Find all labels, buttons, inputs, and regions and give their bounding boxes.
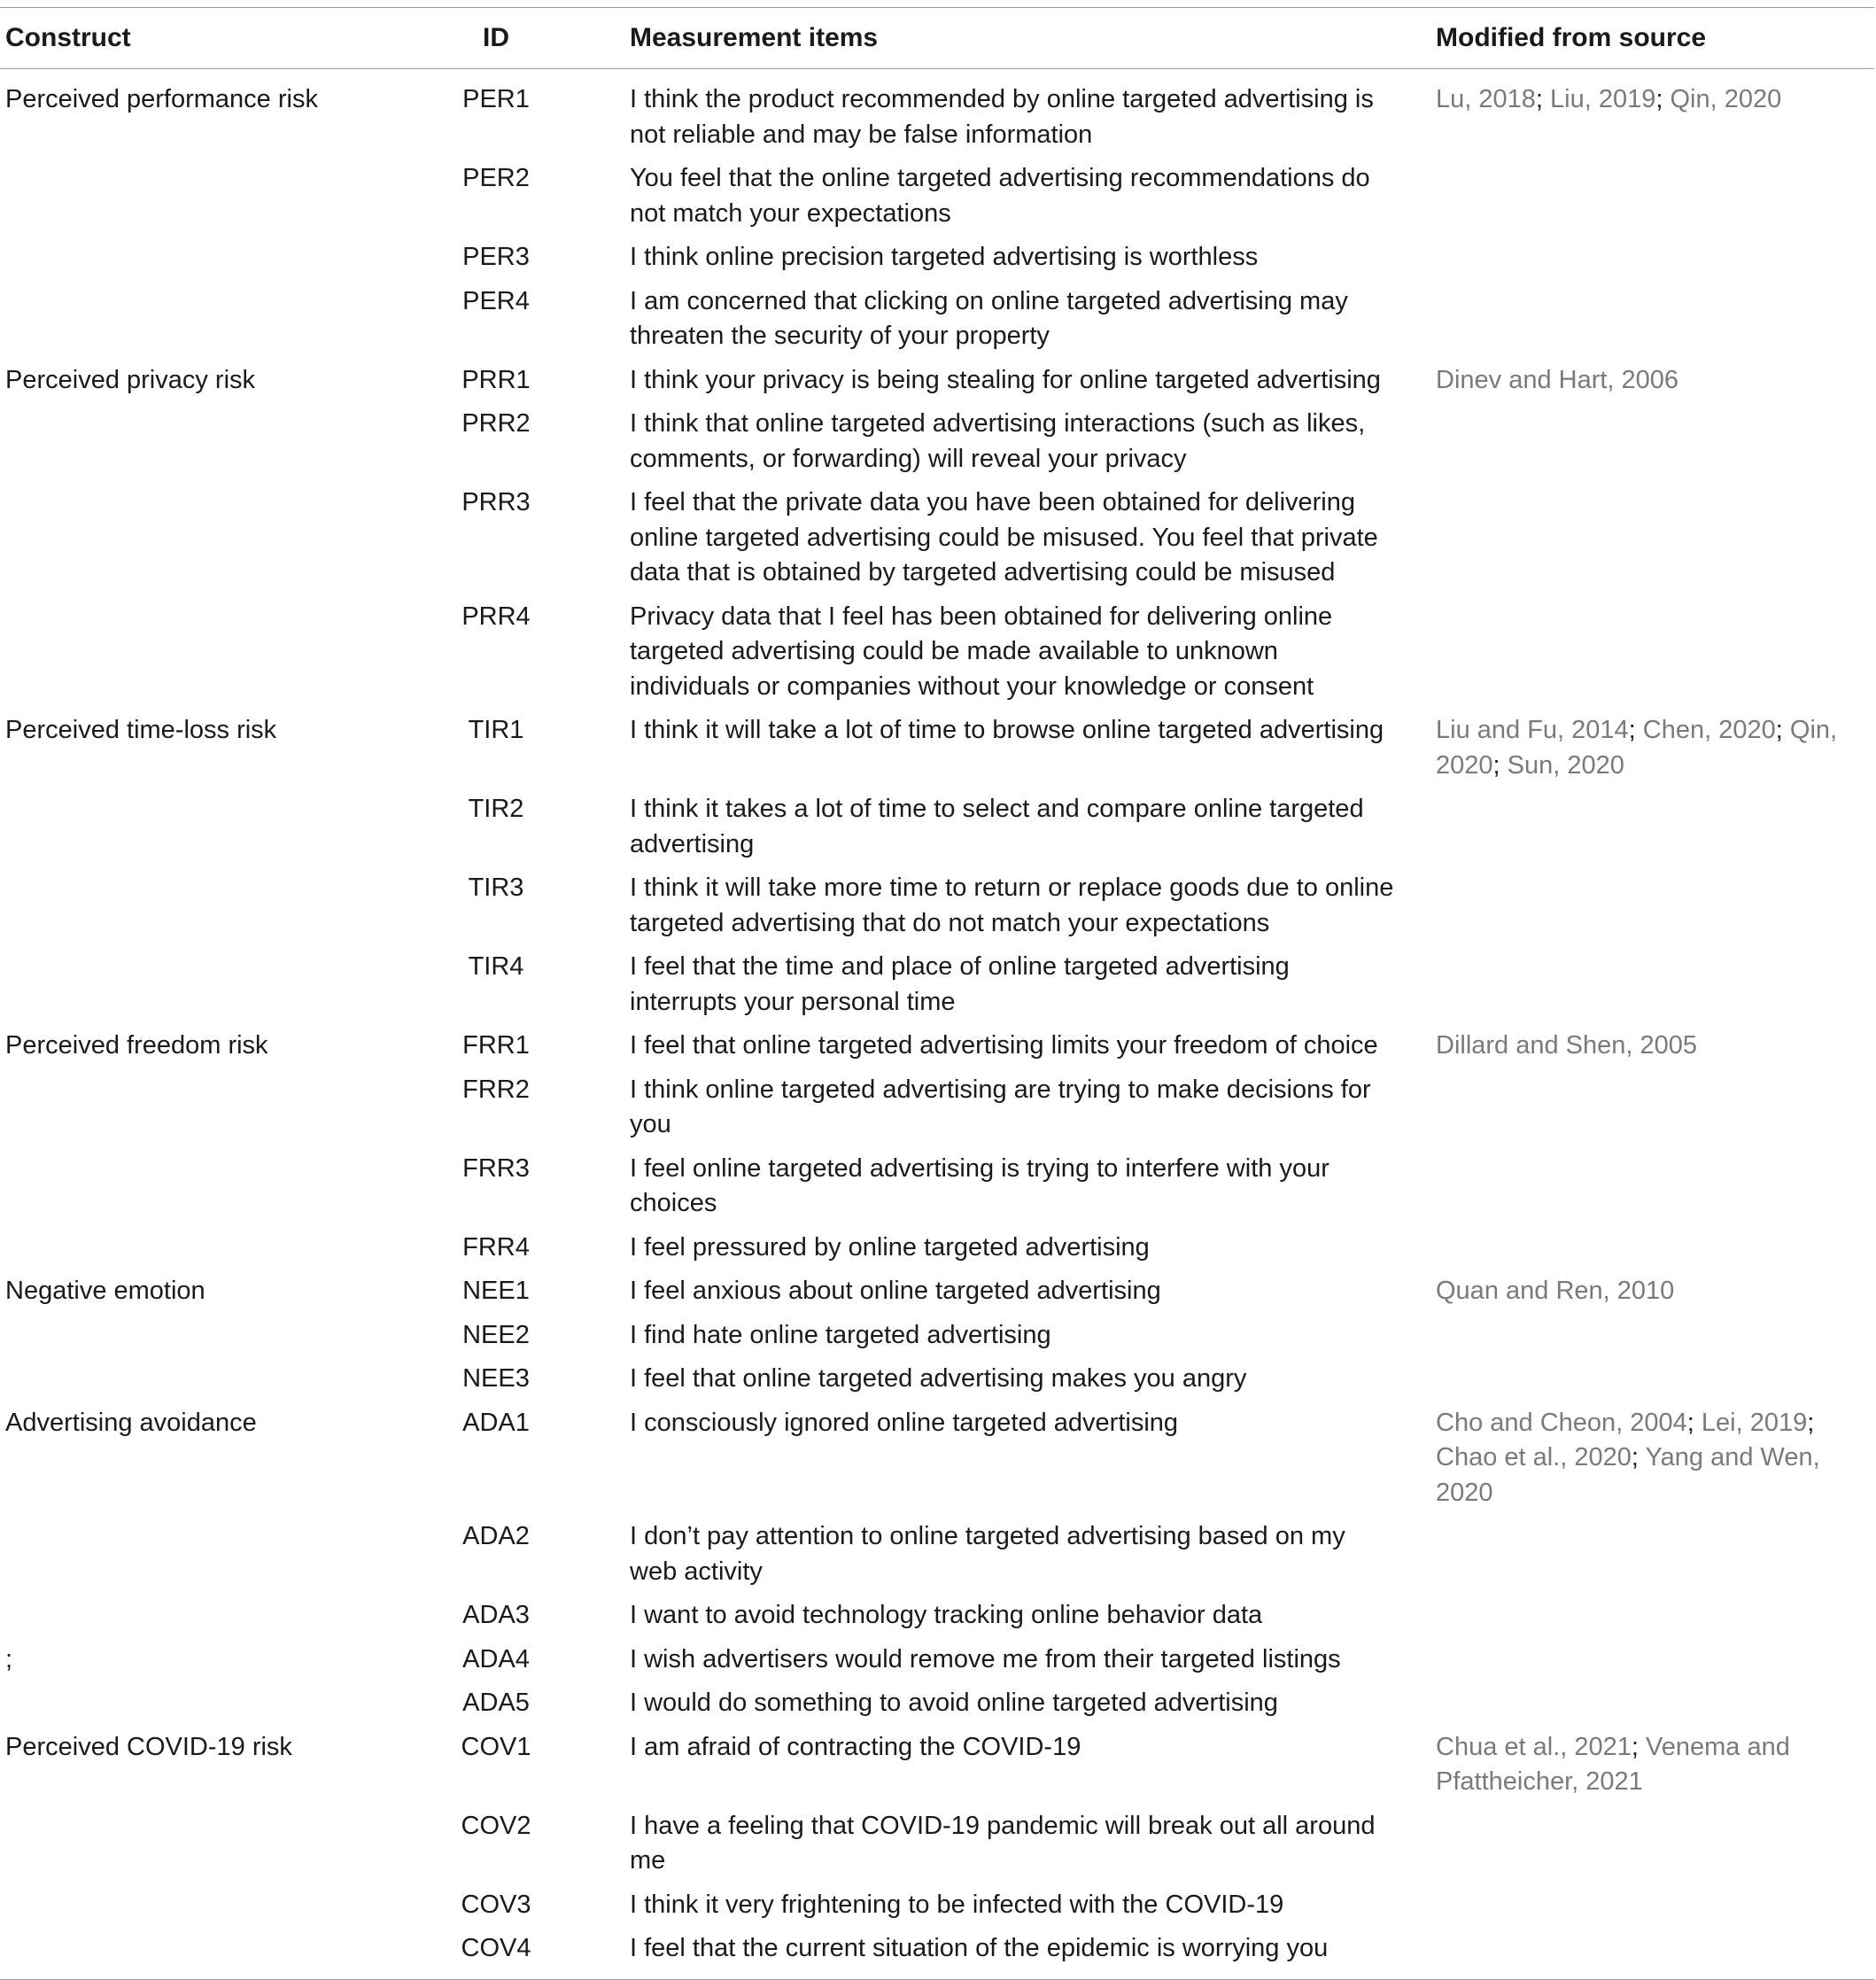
item-id-cell: NEE2 [462,1320,530,1349]
measurement-item-cell: I feel that the current situation of the epidemic is worrying you [630,1934,1329,1962]
table-row [0,1068,1874,1147]
construct-cell [0,157,447,236]
source-cell [1430,1515,1874,1594]
table-row [0,1726,1874,1805]
table-row [0,1515,1874,1594]
construct-cell [0,595,447,710]
table-body [0,69,1874,1980]
item-id-cell: TIR1 [468,716,524,744]
construct-cell: Advertising avoidance [5,1408,257,1437]
measurement-item-cell: I wish advertisers would remove me from their targeted listings [630,1644,1341,1673]
citation-separator: ; [1655,85,1671,113]
measurement-item-cell: I feel that online targeted advertising makes you angry [630,1364,1247,1393]
construct-cell: Perceived time-loss risk [5,716,277,744]
item-id-cell: NEE1 [462,1277,530,1305]
header-measurement-items: Measurement items [630,23,879,52]
construct-cell: Perceived freedom risk [5,1031,268,1060]
table-row [0,709,1874,788]
measurement-item-cell: I am afraid of contracting the COVID-19 [630,1732,1081,1761]
table-row [0,1927,1874,1979]
construct-cell: ; [5,1644,13,1673]
item-id-cell: TIR4 [468,952,524,981]
item-id-cell: PRR4 [461,602,531,631]
measurement-item-cell: I have a feeling that COVID-19 pandemic will break out all around me [630,1811,1376,1875]
table-row [0,157,1874,236]
source-cell [1430,1681,1874,1726]
measurement-item-cell: I feel that the time and place of online targeted advertising interrupts your personal time [630,952,1290,1016]
measurement-item-cell: I consciously ignored online targeted advertising [630,1408,1179,1437]
source-cell [1430,1147,1874,1226]
citation-link[interactable]: Quan and Ren, 2010 [1436,1277,1675,1305]
source-cell [1430,1805,1874,1883]
table-row [0,1638,1874,1682]
citation-link[interactable]: Qin, 2020 [1436,716,1838,780]
citation-separator: ; [1535,85,1551,113]
measurement-item-cell: I feel that the private data you have been obtained for delivering online targeted advertising could be misused. You feel that private data that is obtained by targeted advertising could be misused [630,488,1378,586]
table-row [0,788,1874,866]
table-row [0,866,1874,945]
citation-link[interactable]: Yang and Wen, 2020 [1436,1443,1820,1507]
measurement-items-table [0,7,1874,1980]
measurement-item-cell: I think it very frightening to be infected with the COVID-19 [630,1890,1284,1919]
table-row [0,359,1874,403]
item-id-cell: PER4 [462,286,530,315]
construct-cell [0,1805,447,1883]
table-row [0,402,1874,481]
source-cell [1430,1314,1874,1358]
construct-cell: Perceived COVID-19 risk [5,1732,292,1761]
source-cell [1430,1270,1874,1314]
table-row [0,1024,1874,1068]
item-id-cell: ADA1 [462,1408,530,1437]
item-id-cell: ADA2 [462,1522,530,1550]
measurement-item-cell: You feel that the online targeted advertising recommendations do not match your expectations [630,164,1370,228]
source-cell [1430,866,1874,945]
item-id-cell: PRR3 [461,488,531,516]
item-id-cell: FRR2 [462,1075,530,1104]
source-cell [1430,481,1874,595]
source-cell [1430,595,1874,710]
citation-link[interactable]: Dinev and Hart, 2006 [1436,365,1679,394]
source-cell [1430,359,1874,403]
source-cell [1430,945,1874,1024]
table-header [0,8,1874,69]
construct-cell: Negative emotion [5,1277,205,1305]
measurement-item-cell: I want to avoid technology tracking online behavior data [630,1601,1263,1629]
item-id-cell: PRR2 [461,409,531,438]
source-cell [1430,236,1874,280]
source-cell [1430,1594,1874,1638]
construct-cell: Perceived privacy risk [5,365,256,394]
header-construct: Construct [5,23,131,52]
source-cell [1430,402,1874,481]
citation-link[interactable]: Sun, 2020 [1507,750,1624,780]
item-id-cell: TIR2 [468,795,524,823]
table-row [0,1594,1874,1638]
table-row [0,1402,1874,1516]
measurement-item-cell: I think online precision targeted advertising is worthless [630,243,1259,271]
measurement-item-cell: I think it will take a lot of time to browse online targeted advertising [630,716,1384,744]
item-id-cell: FRR3 [462,1153,530,1183]
table-row [0,280,1874,359]
citation-link[interactable]: Cho and Cheon, 2004 [1436,1408,1687,1437]
measurement-item-cell: I think that online targeted advertising interactions (such as likes, comments, or forwarding) will reveal your privacy [630,409,1366,473]
citation-separator: ; [1631,1443,1646,1471]
measurement-item-cell: I am concerned that clicking on online targeted advertising may threaten the security of your property [630,286,1348,350]
item-id-cell: COV2 [461,1811,531,1840]
measurement-item-cell: I feel anxious about online targeted advertising [630,1277,1161,1305]
item-id-cell: NEE3 [462,1364,530,1393]
citation-separator: ; [1686,1408,1702,1437]
table-row [0,236,1874,280]
source-cell [1430,709,1874,788]
citation-link[interactable]: Liu and Fu, 2014 [1436,716,1629,744]
construct-cell [0,1314,447,1358]
item-id-cell: COV1 [461,1732,531,1761]
construct-cell [0,1594,447,1638]
construct-cell [0,280,447,359]
item-id-cell: PRR1 [461,365,531,394]
construct-cell [0,1226,447,1270]
measurement-item-cell: I find hate online targeted advertising [630,1320,1051,1349]
construct-cell [0,1357,447,1402]
header-row [0,8,1874,69]
source-cell [1430,280,1874,359]
item-id-cell: PER3 [462,243,530,271]
citation-link[interactable]: Chua et al., 2021 [1436,1732,1632,1761]
source-cell [1430,69,1874,158]
citation-separator: ; [1628,716,1643,744]
citation-link[interactable]: Liu, 2019 [1550,85,1656,113]
item-id-cell: PER1 [462,85,530,113]
table-row [0,1314,1874,1358]
citation-separator: ; [1631,1732,1647,1761]
table-row [0,1226,1874,1270]
item-id-cell: FRR4 [462,1232,530,1262]
source-cell [1430,1883,1874,1928]
citation-link[interactable]: Lu, 2018 [1436,85,1536,113]
item-id-cell: ADA3 [462,1601,530,1629]
construct-cell [0,788,447,866]
source-cell [1430,1402,1874,1516]
construct-cell: Perceived performance risk [5,85,318,113]
table-row [0,1805,1874,1883]
header-id: ID [483,23,509,52]
measurement-item-cell: I think your privacy is being stealing for online targeted advertising [630,365,1381,394]
construct-cell [0,1883,447,1928]
citation-link[interactable]: Venema and Pfattheicher, 2021 [1436,1732,1790,1796]
measurement-item-cell: I would do something to avoid online targeted advertising [630,1689,1278,1717]
citation-link[interactable]: Lei, 2019 [1701,1408,1808,1437]
measurement-item-cell: I think the product recommended by online targeted advertising is not reliable and may be false information [630,85,1374,149]
item-id-cell: PER2 [462,164,530,192]
measurement-item-cell: I think it takes a lot of time to select and compare online targeted advertising [630,795,1364,858]
item-id-cell: COV3 [461,1890,531,1919]
item-id-cell: ADA5 [462,1689,530,1717]
measurement-item-cell: I think it will take more time to return or replace goods due to online targeted advertising that do not match your expectations [630,874,1394,937]
construct-cell [0,1927,447,1979]
measurement-item-cell: I think online targeted advertising are trying to make decisions for you [630,1075,1371,1138]
construct-cell [0,866,447,945]
citation-separator: ; [1775,716,1790,744]
measurement-item-cell: I feel pressured by online targeted advertising [630,1232,1150,1262]
construct-cell [0,945,447,1024]
source-cell [1430,1638,1874,1682]
source-cell [1430,1226,1874,1270]
measurement-item-cell: Privacy data that I feel has been obtained for delivering online targeted advertising could be made available to unknown individuals or companies without your knowledge or consent [630,602,1333,701]
citation-link[interactable]: Dillard and Shen, 2005 [1436,1031,1698,1060]
table-row [0,595,1874,710]
construct-cell [0,1068,447,1147]
header-modified-from-source: Modified from source [1436,23,1707,52]
table-row [0,481,1874,595]
table-row [0,1357,1874,1402]
item-id-cell: TIR3 [468,874,524,902]
citation-link[interactable]: Qin, 2020 [1670,85,1782,113]
citation-link[interactable]: Chao et al., 2020 [1436,1443,1632,1471]
construct-cell [0,1681,447,1726]
construct-cell [0,1515,447,1594]
citation-separator: ; [1492,750,1508,780]
construct-cell [0,1147,447,1226]
source-cell [1430,1068,1874,1147]
measurement-item-cell: I feel online targeted advertising is trying to interfere with your choices [630,1153,1329,1217]
citation-separator: ; [1807,1408,1815,1437]
table-row [0,945,1874,1024]
table-row [0,69,1874,158]
construct-cell [0,236,447,280]
table-row [0,1270,1874,1314]
construct-cell [0,402,447,481]
item-id-cell: ADA4 [462,1644,530,1673]
table-row [0,1681,1874,1726]
source-cell [1430,788,1874,866]
measurement-item-cell: I feel that online targeted advertising limits your freedom of choice [630,1031,1378,1060]
source-cell [1430,1726,1874,1805]
measurement-item-cell: I don’t pay attention to online targeted advertising based on my web activity [630,1522,1345,1586]
source-cell [1430,157,1874,236]
source-cell [1430,1357,1874,1402]
citation-link[interactable]: Chen, 2020 [1642,716,1776,744]
table-row [0,1147,1874,1226]
source-cell [1430,1024,1874,1068]
source-cell [1430,1927,1874,1979]
table-row [0,1883,1874,1928]
item-id-cell: COV4 [461,1934,531,1962]
item-id-cell: FRR1 [462,1031,530,1060]
construct-cell [0,481,447,595]
